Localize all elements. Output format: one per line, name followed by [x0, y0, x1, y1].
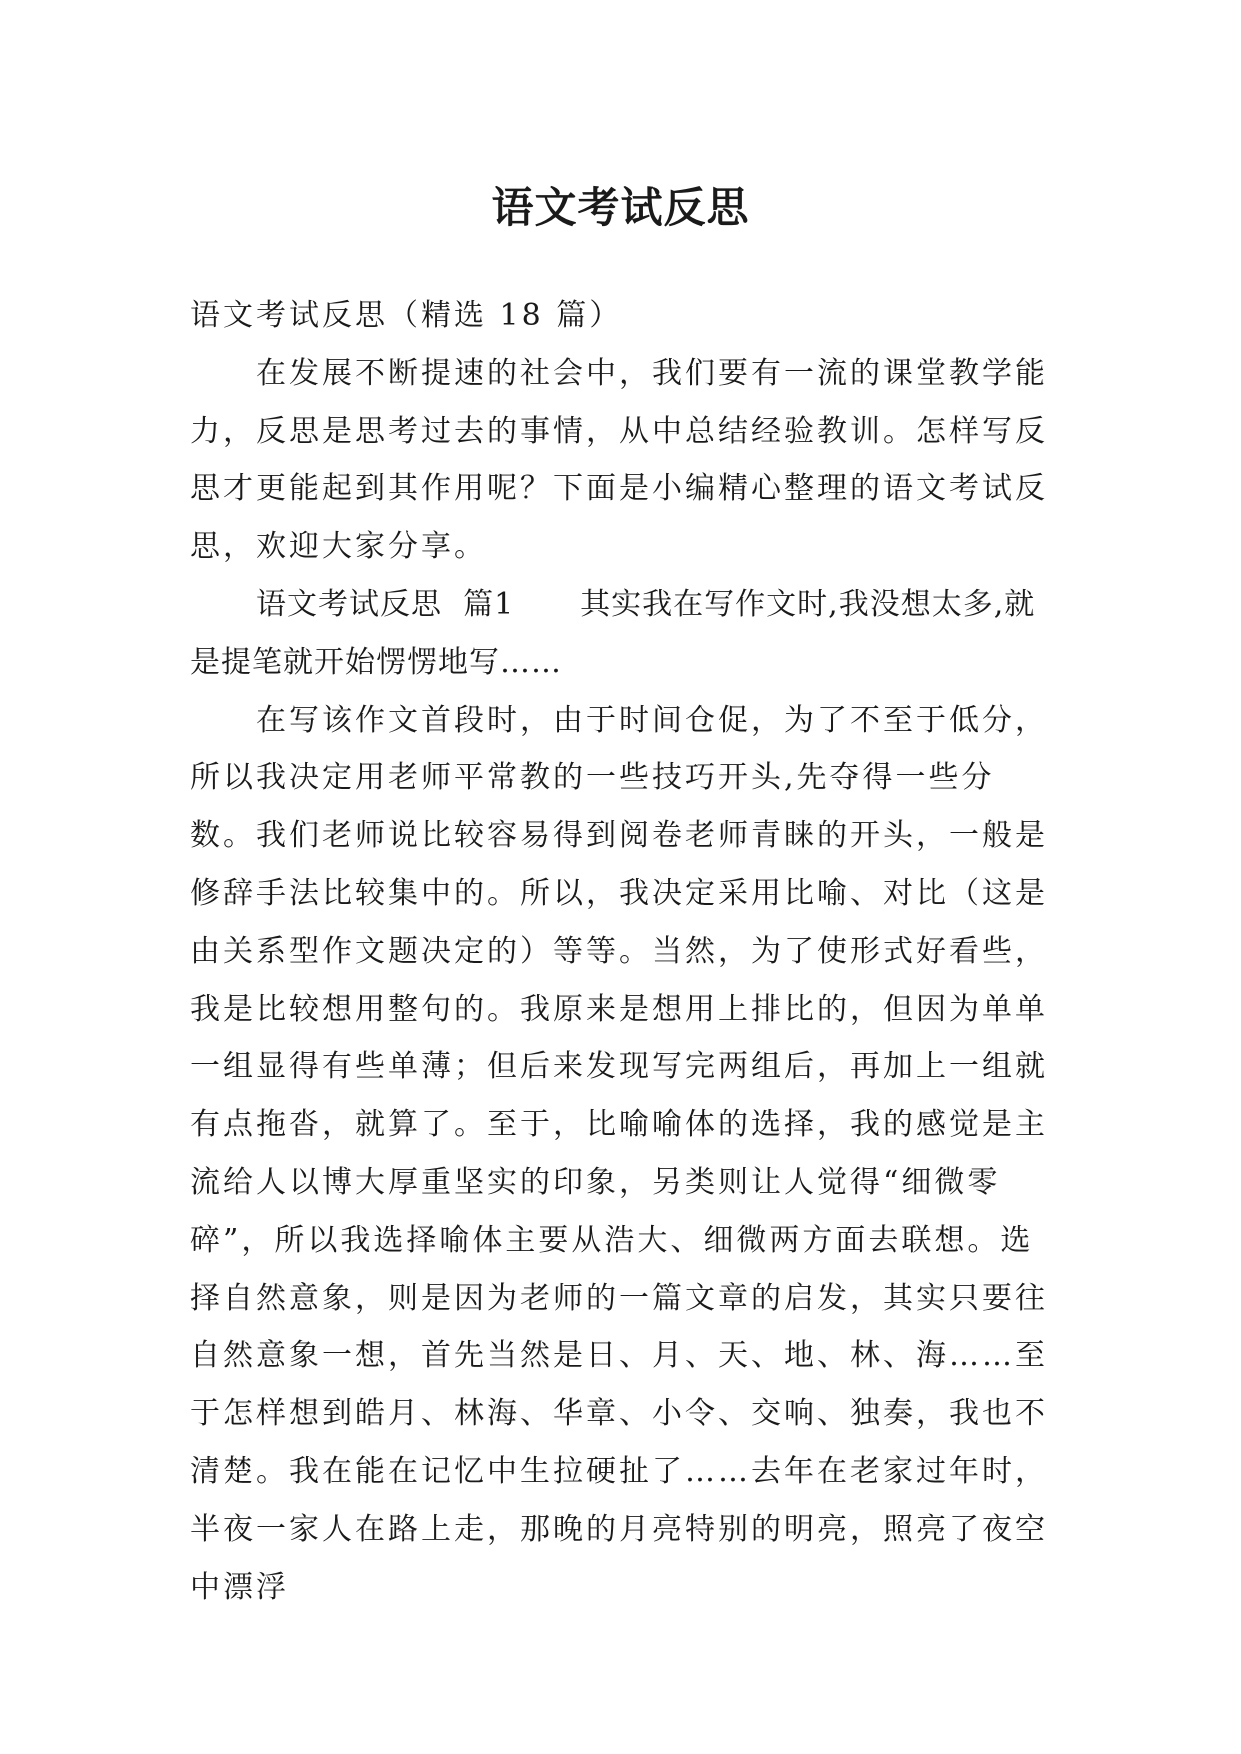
- body-paragraph: 在写该作文首段时，由于时间仓促，为了不至于低分，所以我决定用老师平常教的一些技巧开头,先夺得一些分数。我们老师说比较容易得到阅卷老师青睐的开头，一般是修辞手法比较集中的。所以，我决定采用比喻、对比（这是由关系型作文题决定的）等等。当然，为了使形式好看些，我是比较想用整句的。我原来是想用上排比的，但因为单单一组显得有些单薄；但后来发现写完两组后，再加上一组就有点拖沓，就算了。至于，比喻喻体的选择，我的感觉是主流给人以博大厚重坚实的印象，另类则让人觉得“细微零碎”，所以我选择喻体主要从浩大、细微两方面去联想。选择自然意象，则是因为老师的一篇文章的启发，其实只要往自然意象一想，首先当然是日、月、天、地、林、海……至于怎样想到皓月、林海、华章、小令、交响、独奏，我也不清楚。我在能在记忆中生拉硬扯了……去年在老家过年时，半夜一家人在路上走，那晚的月亮特别的明亮，照亮了夜空中漂浮: [190, 702, 1048, 1605]
- section-1-heading: 语文考试反思 篇1: [256, 586, 515, 622]
- intro-paragraph: 在发展不断提速的社会中，我们要有一流的课堂教学能力，反思是思考过去的事情，从中总结经验教训。怎样写反思才更能起到其作用呢？下面是小编精心整理的语文考试反思，欢迎大家分享。: [190, 355, 1048, 565]
- document-title: 语文考试反思: [491, 183, 750, 233]
- document-body: [190, 287, 1060, 1616]
- document-subtitle: 语文考试反思（精选 18 篇）: [190, 298, 623, 333]
- section-1-paragraph: [190, 576, 1060, 692]
- section-1-lead: 其实我在写作文时,我没想太多,就是提笔就开始愣愣地写……: [190, 586, 1036, 680]
